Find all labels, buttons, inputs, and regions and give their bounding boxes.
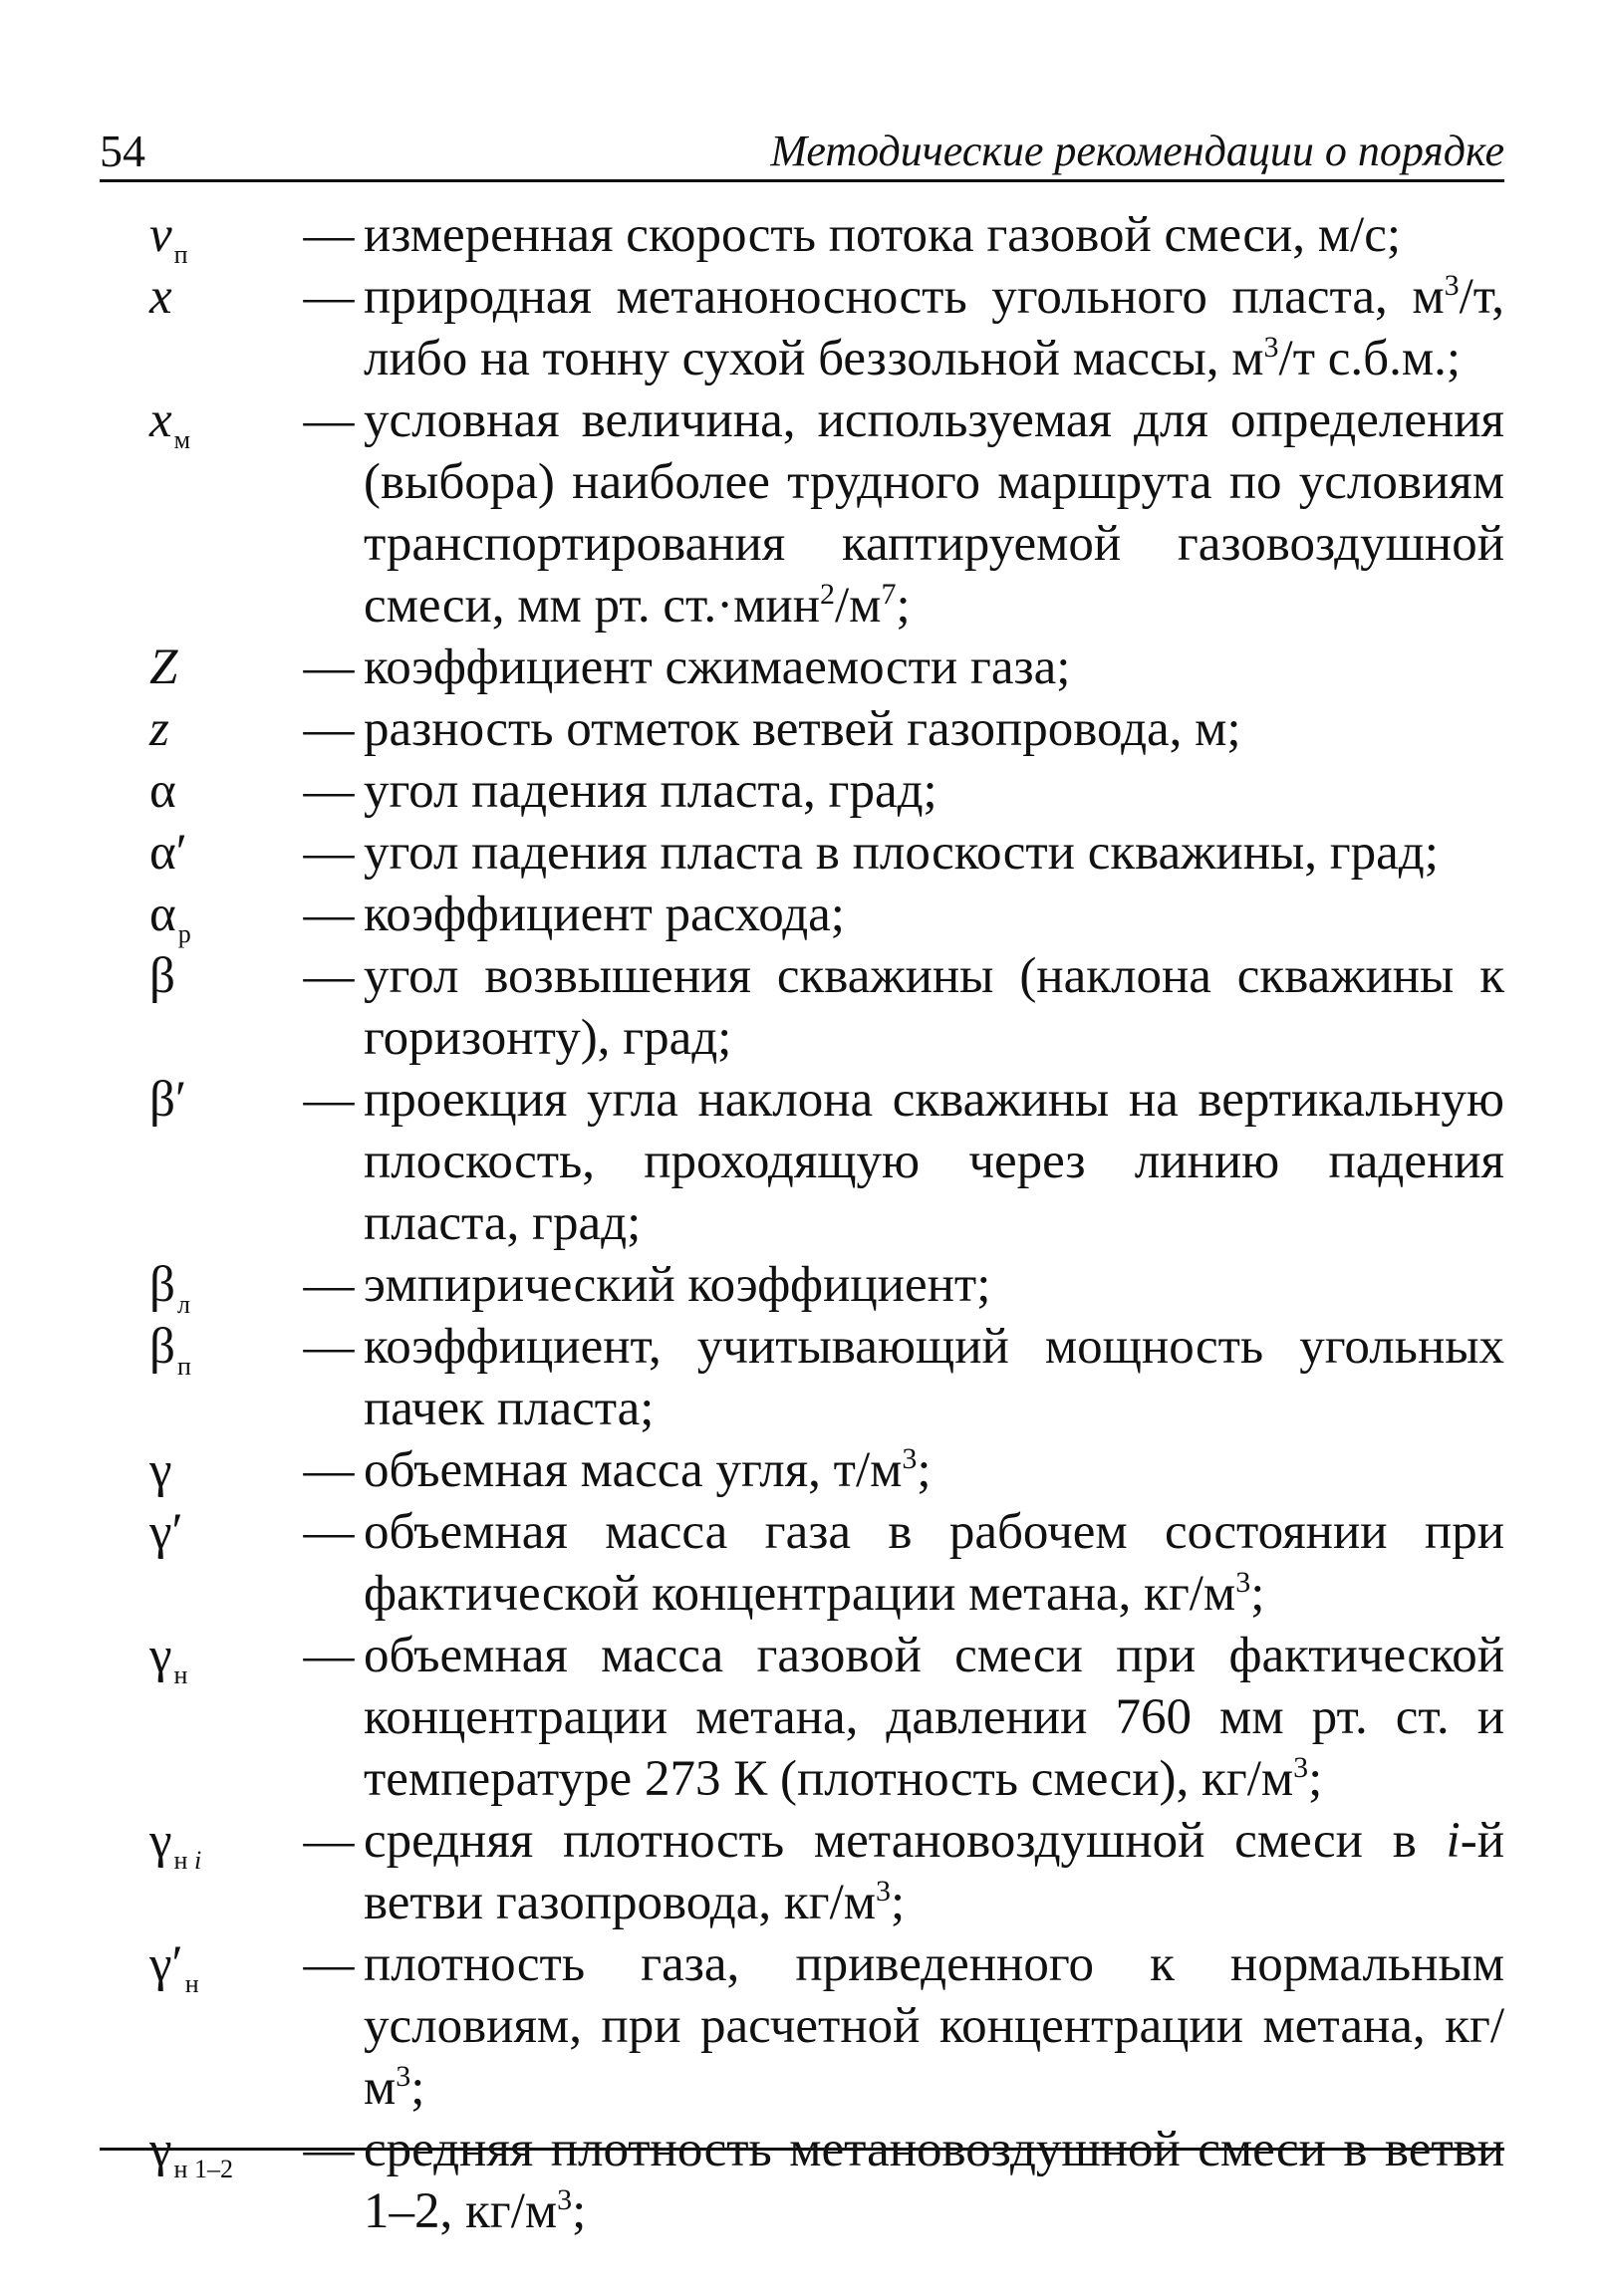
entry-dash: —: [303, 207, 355, 263]
entry-symbol: $\beta_л$: [149, 1257, 190, 1319]
entry-dash: —: [303, 763, 355, 819]
entry-symbol: β′: [149, 1072, 187, 1128]
entry-symbol: α′: [149, 825, 187, 881]
entry-symbol: $v_п$: [149, 207, 188, 269]
entry-symbol: $x_м$: [149, 392, 191, 454]
entry-dash: —: [303, 269, 355, 325]
list-item: [149, 1933, 1504, 2119]
list-item: [149, 1316, 1504, 1439]
list-item: [149, 389, 1504, 637]
entry-definition: объемная масса газовой смеси при фактической концентрации метана, давлении 760 мм рт. ст. и температуре 273 К (плотность смеси), $кг/м^3$;: [364, 1628, 1504, 1807]
running-title: Методические рекомендации о порядке: [770, 127, 1504, 175]
list-item: [149, 2119, 1504, 2242]
entry-definition: эмпирический коэффициент;: [364, 1257, 991, 1313]
list-item: [149, 266, 1504, 389]
entry-definition: коэффициент расхода;: [364, 887, 845, 942]
entry-symbol: γ: [149, 1442, 172, 1498]
footer-rule: [100, 2148, 1504, 2151]
entry-dash: —: [303, 1628, 355, 1683]
entry-definition: объемная масса газа в рабочем состоянии при фактической концентрации метана, $кг/м^3$;: [364, 1504, 1504, 1622]
entry-definition: объемная масса угля, $т/м^3$;: [364, 1442, 932, 1498]
entry-dash: —: [303, 948, 355, 1004]
entry-dash: —: [303, 392, 355, 448]
entry-definition: плотность газа, приведенного к нормальным условиям, при расчетной концентрации метана, $кг/м^3$;: [364, 1936, 1504, 2116]
entry-definition: коэффициент сжимаемости газа;: [364, 639, 1071, 695]
entry-definition: коэффициент, учитывающий мощность угольных пачек пласта;: [364, 1319, 1504, 1436]
list-item: [149, 698, 1504, 760]
entry-symbol: γ′: [149, 1504, 183, 1560]
list-item: [149, 1254, 1504, 1319]
entry-dash: —: [303, 1257, 355, 1313]
entry-symbol: $\gamma_{н i}$: [149, 1813, 202, 1875]
list-item: [149, 204, 1504, 269]
list-item: [149, 945, 1504, 1069]
entry-dash: —: [303, 1319, 355, 1375]
entry-definition: средняя плотность метановоздушной смеси в i-й ветви газопровода, $кг/м^3$;: [364, 1813, 1504, 1930]
entry-definition: угол возвышения скважины (наклона скважины к горизонту), град;: [364, 948, 1504, 1066]
entry-dash: —: [303, 887, 355, 942]
list-item: [149, 637, 1504, 698]
entry-symbol: α: [149, 763, 176, 819]
list-item: [149, 822, 1504, 884]
entry-symbol: $\gamma_{н 1-2}$: [149, 2122, 233, 2183]
entry-dash: —: [303, 701, 355, 757]
entry-definition: проекция угла наклона скважины на вертикальную плоскость, проходящую через линию падения пласта, град;: [364, 1072, 1504, 1251]
entry-definition: условная величина, используемая для определения (выбора) наиболее трудного маршрута по условиям транспортирования каптируемой газовоздушной смеси, мм рт. $ст.\cdot мин^2/м^7$;: [364, 392, 1504, 634]
list-item: [149, 1439, 1504, 1501]
header-rule: [100, 179, 1504, 182]
entry-dash: —: [303, 825, 355, 881]
entry-definition: измеренная скорость потока газовой смеси, м/с;: [364, 207, 1402, 263]
entry-definition: разность отметок ветвей газопровода, м;: [364, 701, 1241, 757]
list-item: [149, 1501, 1504, 1625]
symbol-list: [149, 204, 1504, 2242]
entry-dash: —: [303, 639, 355, 695]
list-item: [149, 884, 1504, 948]
list-item: [149, 760, 1504, 822]
list-item: [149, 1069, 1504, 1254]
entry-symbol: x: [149, 269, 172, 325]
entry-definition: природная метаноносность угольного пласта, $м^3/т$, либо на тонну сухой беззольной массы, $м^3/т$ с.б.м.;: [364, 269, 1504, 386]
entry-definition: угол падения пласта, град;: [364, 763, 937, 819]
entry-dash: —: [303, 1504, 355, 1560]
entry-symbol: β: [149, 948, 175, 1004]
entry-symbol: $\gamma_н$: [149, 1628, 188, 1689]
entry-dash: —: [303, 1936, 355, 1992]
page-number: 54: [100, 126, 145, 176]
entry-symbol: Z: [149, 639, 178, 695]
entry-dash: —: [303, 1813, 355, 1869]
entry-dash: —: [303, 1072, 355, 1128]
entry-symbol: $\beta_п$: [149, 1319, 191, 1381]
entry-symbol: $\alpha_р$: [149, 887, 191, 948]
entry-symbol: $\gamma'_н$: [149, 1936, 199, 1998]
list-item: [149, 1625, 1504, 1810]
entry-dash: —: [303, 1442, 355, 1498]
page-header: [100, 118, 1504, 181]
entry-symbol: z: [149, 701, 169, 757]
list-item: [149, 1810, 1504, 1933]
entry-definition: средняя плотность метановоздушной смеси в ветви 1–2, $кг/м^3$;: [364, 2122, 1504, 2239]
entry-dash: —: [303, 2122, 355, 2177]
entry-definition: угол падения пласта в плоскости скважины, град;: [364, 825, 1439, 881]
